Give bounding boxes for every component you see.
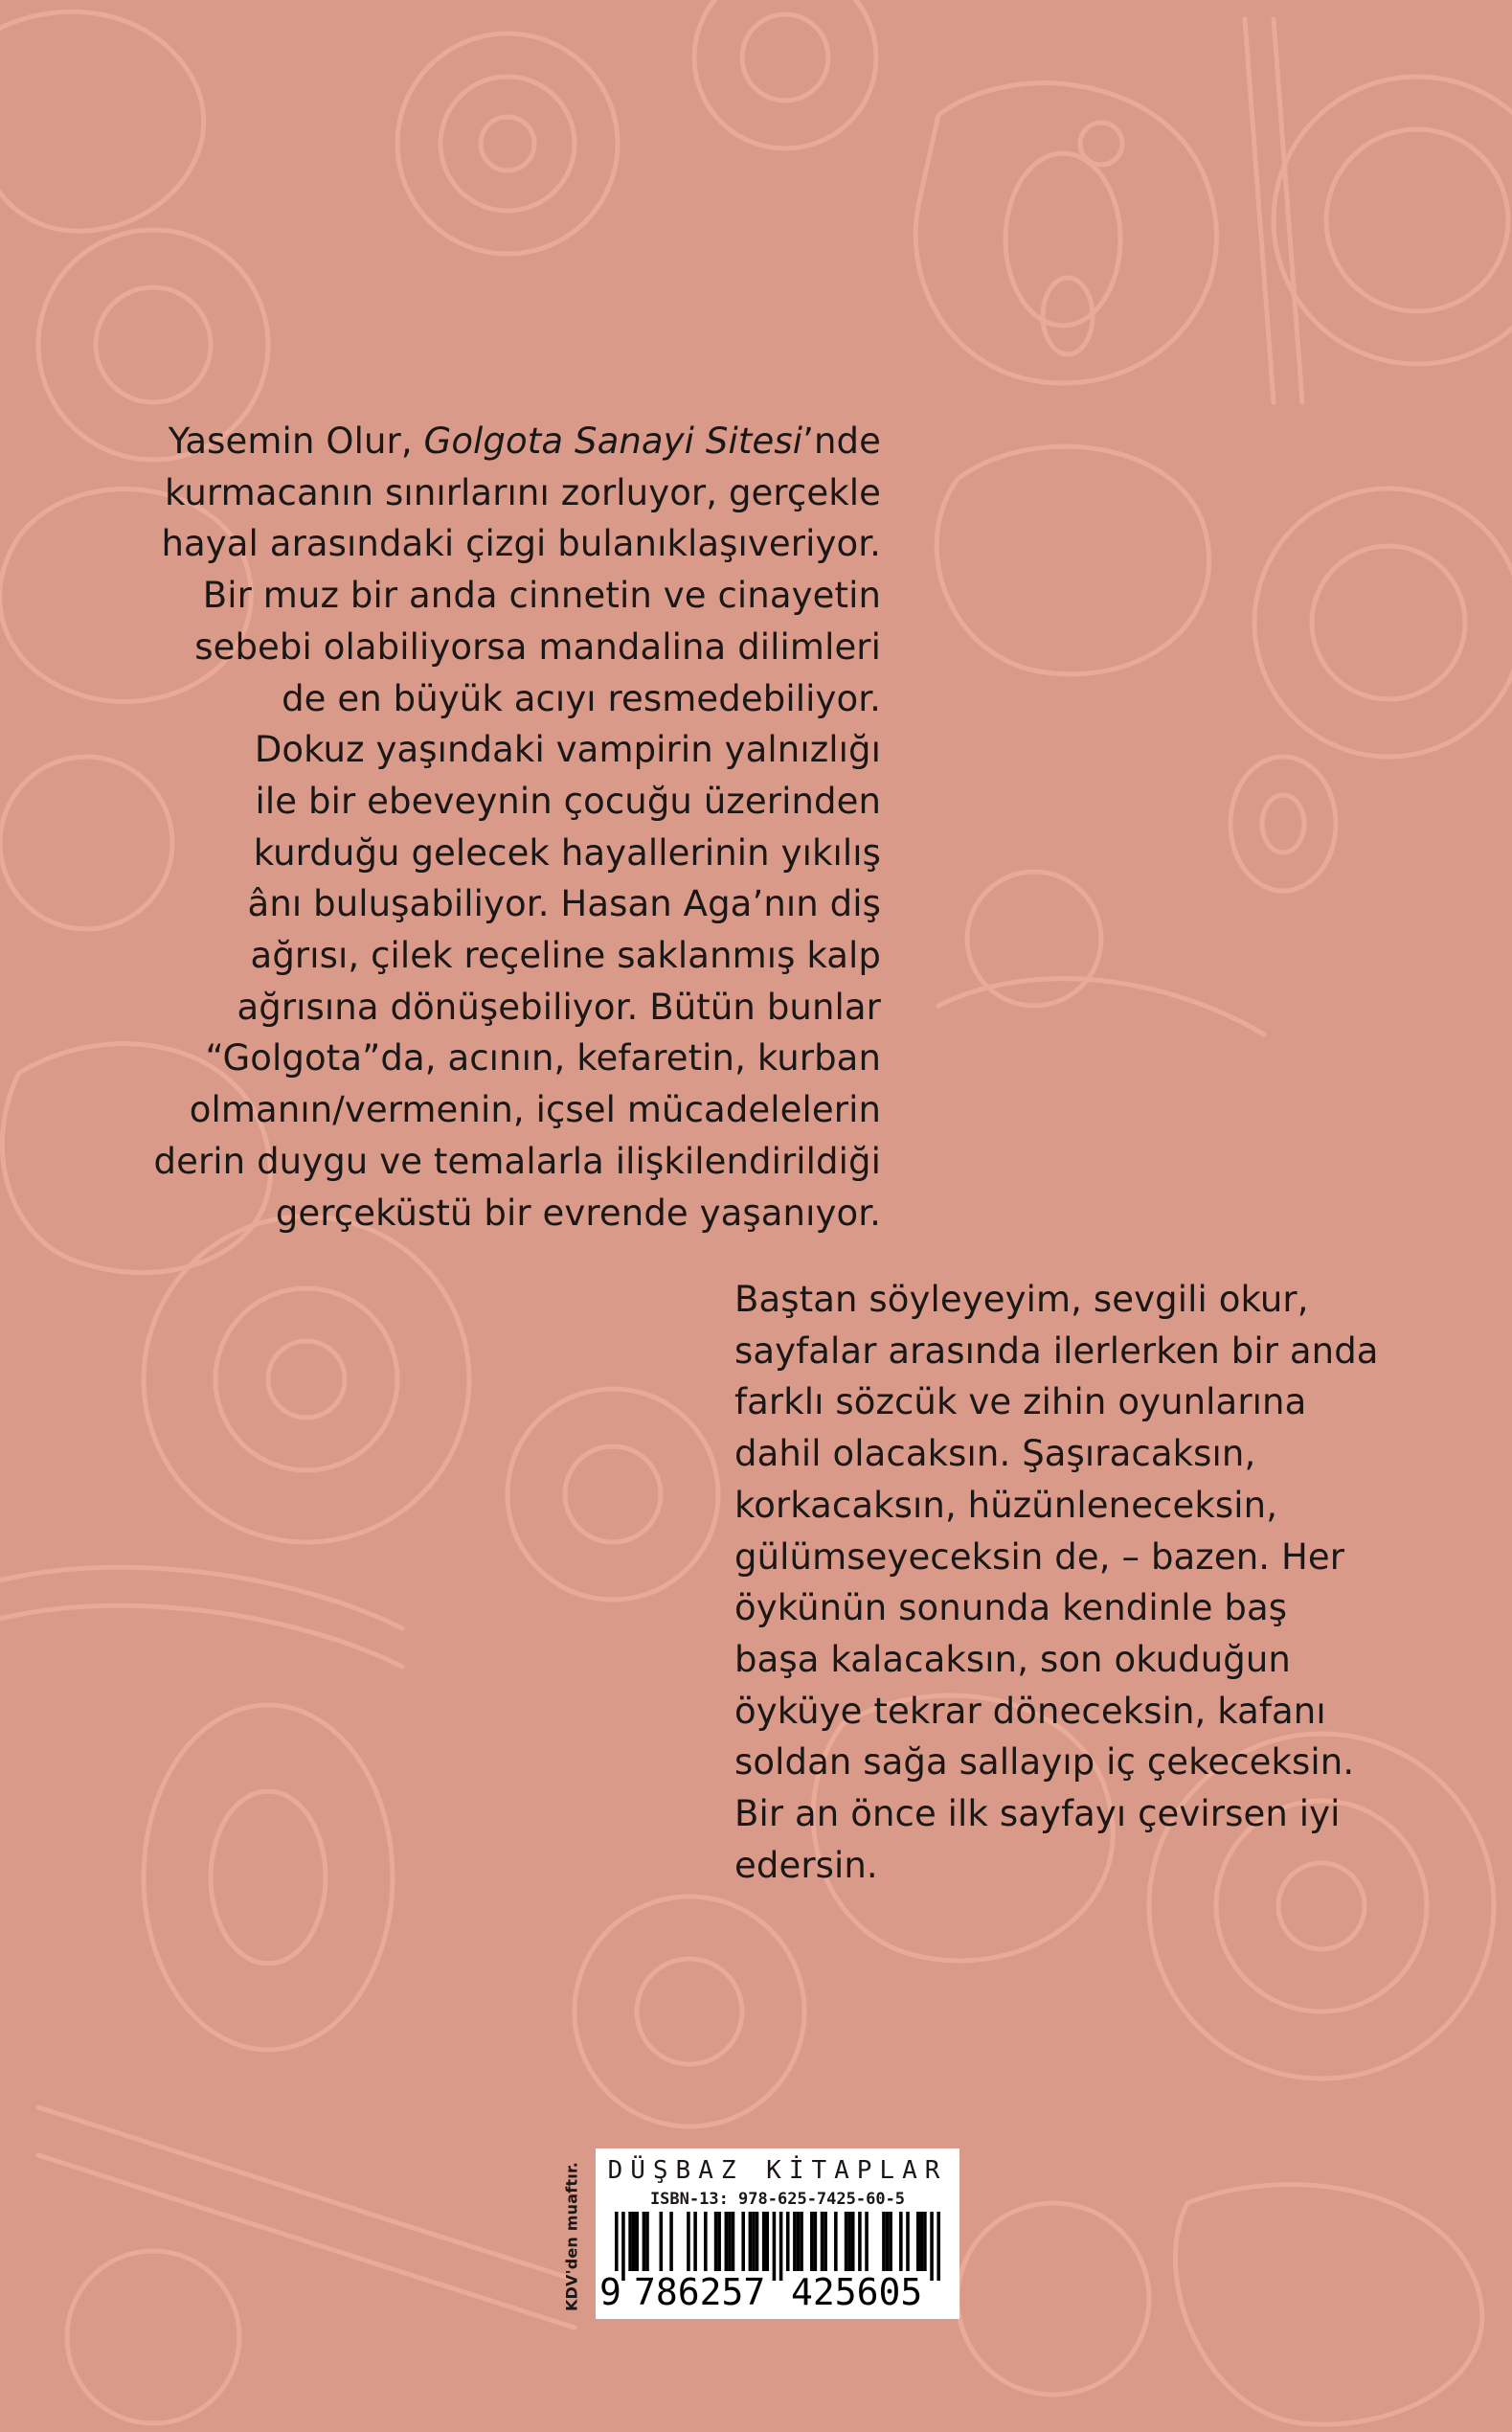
blurb-line: ile bir ebeveynin çocuğu üzerinden	[255, 780, 881, 822]
doodle-blob	[0, 11, 204, 231]
doodle-gear-hub	[1312, 546, 1465, 699]
tax-exempt-text: KDV'den muaftır.	[562, 2161, 581, 2312]
barcode-bar	[916, 2212, 920, 2271]
barcode-bar	[669, 2212, 673, 2271]
barcode-bar	[797, 2212, 801, 2271]
barcode-bar	[824, 2212, 827, 2271]
barcode-bar	[810, 2212, 814, 2271]
doodle-seed	[1043, 278, 1093, 354]
barcode-bar	[923, 2212, 927, 2271]
doodle-gear	[958, 2203, 1149, 2395]
barcode-bar	[725, 2212, 729, 2271]
blurb-line: Baştan söyleyeyim, sevgili okur,	[734, 1279, 1309, 1320]
barcode-bar	[660, 2212, 664, 2271]
barcode-bar	[752, 2212, 756, 2271]
doodle-gear	[1254, 489, 1512, 757]
barcode-bar	[645, 2212, 649, 2271]
blurb-line: ağrısına dönüşebiliyor. Bütün bunlar	[237, 986, 881, 1028]
blurb-line: öykünün sonunda kendinle baş	[734, 1587, 1288, 1629]
barcode-bar	[899, 2212, 903, 2271]
barcode-digits-right: 425605	[791, 2271, 923, 2313]
doodle-gear-hub	[215, 1288, 397, 1470]
barcode-bar	[628, 2212, 632, 2271]
doodle-gear-hub	[96, 287, 211, 402]
barcode-bar	[687, 2212, 690, 2271]
barcode-bar	[847, 2212, 851, 2271]
barcode-bar	[786, 2212, 790, 2271]
barcode-bar	[643, 2212, 646, 2271]
doodle-blob	[915, 83, 1216, 383]
barcode-bar	[889, 2212, 892, 2271]
barcode-bar	[845, 2212, 848, 2271]
doodle-gear	[508, 1389, 718, 1600]
barcode-guard-bar	[621, 2212, 625, 2281]
barcode-bar	[906, 2212, 910, 2271]
barcode-bar	[882, 2212, 886, 2271]
isbn-barcode-area	[562, 2148, 959, 2319]
doodle-gear-hub	[481, 117, 534, 170]
doodle-seed	[1230, 757, 1336, 891]
doodle-seed	[211, 1791, 326, 1964]
blurb-line: olmanın/vermenin, içsel mücadelelerin	[189, 1089, 881, 1131]
barcode-guard-bar	[779, 2212, 783, 2281]
barcode-guard-bar	[773, 2212, 777, 2281]
tax-exempt-note	[557, 2156, 586, 2317]
blurb-line: ağrısı, çilek reçeline saklanmış kalp	[250, 935, 881, 977]
blurb-line: soldan sağa sallayıp iç çekeceksin.	[734, 1741, 1355, 1784]
doodle-seed	[1005, 153, 1120, 326]
barcode-bar	[704, 2212, 708, 2271]
blurb-line: “Golgota”da, acının, kefaretin, kurban	[205, 1037, 881, 1080]
barcode-digit-first: 9	[599, 2271, 621, 2313]
doodle-gear	[1274, 77, 1512, 364]
doodle-gear-hub	[637, 1959, 742, 2064]
doodle-gear	[575, 1897, 804, 2126]
doodle-gear-hub	[742, 14, 828, 101]
barcode-bar	[821, 2212, 824, 2271]
blurb-line: Dokuz yaşındaki vampirin yalnızlığı	[254, 729, 881, 771]
blurb-line: kurmacanın sınırlarını zorluyor, gerçekle	[164, 471, 881, 513]
barcode-bar	[793, 2212, 797, 2271]
blurb-line: Bir muz bir anda cinnetin ve cinayetin	[202, 575, 881, 617]
barcode-bar	[714, 2212, 718, 2271]
barcode-bar	[635, 2212, 639, 2271]
blurb-line: hayal arasındaki çizgi bulanıklaşıveriyor.	[161, 523, 881, 565]
barcode-digits-left: 786257	[634, 2271, 766, 2313]
doodle-seed	[144, 1705, 393, 2050]
blurb-line: başa kalacaksın, son okuduğun	[734, 1638, 1291, 1680]
blurb-line: derin duygu ve temalarla ilişkilendirildiği	[153, 1140, 881, 1182]
barcode-bar	[886, 2212, 890, 2271]
blurb-line: korkacaksın, hüzünleneceksin,	[734, 1484, 1278, 1526]
barcode-bar	[741, 2212, 745, 2271]
doodle-gear-hub	[565, 1446, 661, 1542]
doodle-strip	[938, 979, 1264, 1034]
barcode-bar	[920, 2212, 924, 2271]
barcode-bar	[756, 2212, 759, 2271]
barcode-bar	[851, 2212, 855, 2271]
barcode-bar	[717, 2212, 721, 2271]
blurb-line: Bir an önce ilk sayfayı çevirsen iyi	[734, 1793, 1341, 1835]
blurb-line: de en büyük acıyı resmedebiliyor.	[282, 677, 881, 719]
barcode-bar	[693, 2212, 697, 2271]
blurb-line: sebebi olabiliyorsa mandalina dilimleri	[194, 625, 881, 668]
barcode-bar	[762, 2212, 766, 2271]
blurb-line: sayfalar arasında ilerlerken bir anda	[734, 1330, 1379, 1372]
book-title-italic: Golgota Sanayi Sitesi	[423, 420, 803, 462]
barcode-bar	[858, 2212, 862, 2271]
doodle-gear	[694, 0, 876, 148]
barcode-bar	[632, 2212, 636, 2271]
isbn-number: ISBN-13: 978-625-7425-60-5	[649, 2190, 906, 2209]
barcode-bar	[749, 2212, 753, 2271]
blurb-line: edersin.	[734, 1844, 878, 1886]
barcode-bar	[765, 2212, 769, 2271]
barcode-guard-bar	[937, 2212, 940, 2281]
doodle-gear	[1080, 123, 1122, 165]
doodle-strip	[38, 2107, 575, 2328]
doodle-gear-hub	[268, 1341, 345, 1418]
doodle-strip	[0, 1605, 402, 1667]
doodle-gear	[67, 2251, 239, 2423]
blurb-line: gerçeküstü bir evrende yaşanıyor.	[275, 1192, 881, 1234]
blurb-paragraph-2	[734, 1274, 1424, 1891]
doodle-seed	[1262, 795, 1304, 852]
barcode-bar	[834, 2212, 838, 2271]
blurb-line: farklı sözcük ve zihin oyunlarına	[734, 1381, 1307, 1423]
barcode-guard-bar	[930, 2212, 934, 2281]
blurb-line: öyküye tekrar döneceksin, kafanı	[734, 1690, 1326, 1732]
barcode-bar	[732, 2212, 735, 2271]
barcode-bar	[814, 2212, 818, 2271]
blurb-line: dahil olacaksın. Şaşıracaksın,	[734, 1433, 1256, 1475]
doodle-strip	[0, 1567, 402, 1628]
blurb-paragraph-1	[115, 416, 881, 1239]
blurb-line: Yasemin Olur, Golgota Sanayi Sitesi’nde	[168, 420, 881, 462]
doodle-blob	[1175, 2185, 1481, 2424]
doodle-blob	[937, 446, 1208, 674]
barcode-label	[596, 2148, 959, 2319]
blurb-line: ânı buluşabiliyor. Hasan Aga’nın diş	[247, 883, 881, 925]
doodle-gear-hub	[440, 77, 575, 211]
blurb-line: gülümseyeceksin de, – bazen. Her	[734, 1535, 1345, 1578]
doodle-gear-hub	[1326, 129, 1508, 311]
barcode-bar	[800, 2212, 803, 2271]
doodle-gear	[397, 34, 618, 254]
barcode-bar	[728, 2212, 732, 2271]
barcode-bar	[865, 2212, 869, 2271]
blurb-line: kurduğu gelecek hayallerinin yıkılış	[253, 831, 881, 874]
publisher-name: DÜŞBAZ KİTAPLAR	[607, 2156, 948, 2185]
